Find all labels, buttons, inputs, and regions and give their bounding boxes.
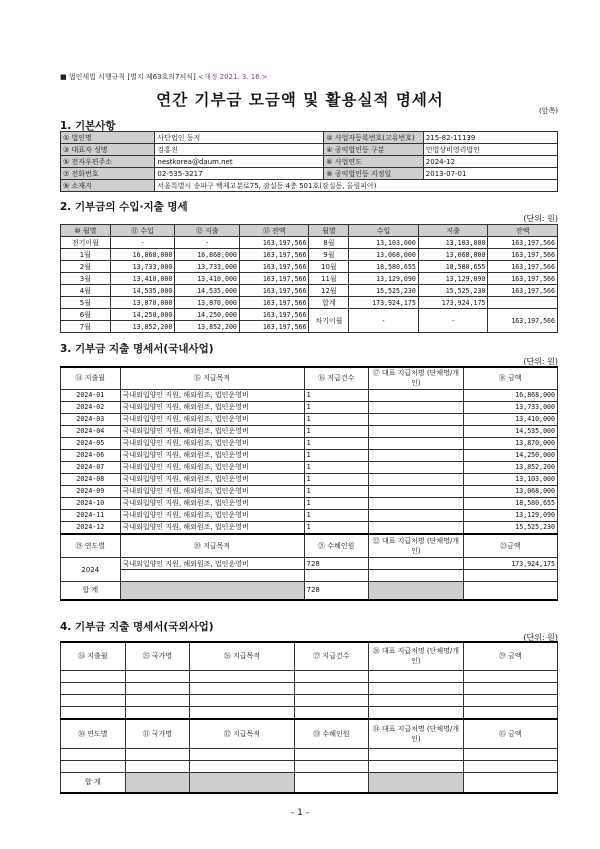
payee-cell [369,461,463,473]
empty-cell [190,694,294,706]
amount-cell: 15,525,230 [463,521,557,534]
empty-cell [61,694,126,706]
table-row [61,558,558,570]
purpose-cell: 국내외입양인 지원, 해외원조, 법인운영비 [120,425,304,437]
month-cell: 2024-11 [61,509,121,521]
income-cell: 13,870,000 [110,297,175,309]
month-cell: 2024-01 [61,389,121,401]
table-row [61,582,558,600]
month-cell: 2024-10 [61,497,121,509]
month-cell: 12월 [309,285,349,297]
table-row [61,261,558,273]
empty-cell [190,761,294,773]
page-title: 연간 기부금 모금액 및 활용실적 명세서 [156,91,444,109]
payee-cell [369,473,463,485]
count-cell: 1 [304,497,369,509]
month-cell: 9월 [309,249,349,261]
count-cell: 1 [304,413,369,425]
expense-cell: 14,250,000 [175,309,240,321]
purpose-cell: 국내외입양인 지원, 해외원조, 법인운영비 [120,401,304,413]
month-cell: 7월 [61,321,111,333]
column-header: ⑩ 월별 [61,225,111,237]
field-value: 2013-07-01 [423,168,557,180]
column-header: ⑬ 잔액 [239,225,309,237]
month-cell: 2024-02 [61,401,121,413]
form-ref-text: ■ 법인세법 시행규칙 [별지 제63호의7서식] [60,73,196,81]
column-header: ㉞ 대표 지급처명 (단체명/개인) [369,719,463,749]
section2-heading: 2. 기부금의 수입·지출 명세 [60,201,188,213]
purpose-cell: 국내외입양인 지원, 해외원조, 법인운영비 [120,497,304,509]
payee-cell [369,521,463,534]
purpose-cell: 국내외입양인 지원, 해외원조, 법인운영비 [120,473,304,485]
income-cell: 18,580,655 [349,261,419,273]
empty-cell [125,682,190,694]
count-cell: 1 [304,389,369,401]
amount-cell: 13,733,000 [463,401,557,413]
section2-unit: (단위: 원) [523,214,558,223]
amount-cell: 18,580,655 [463,497,557,509]
empty-cell [125,694,190,706]
column-header: ⑯ 지급건수 [304,367,369,389]
empty-cell [294,706,369,719]
table-row [61,719,558,749]
income-cell: - [110,237,175,249]
balance-cell: 163,197,566 [239,249,309,261]
basic-info-table [60,131,558,192]
empty-cell [61,670,126,682]
table-row [61,682,558,694]
table-row [61,367,558,389]
empty-cell [463,694,557,706]
empty-cell [190,670,294,682]
amount-cell: 173,924,175 [463,558,557,570]
column-header: ㉙ 금액 [463,642,557,670]
field-value: 민법상비영리법인 [423,144,557,156]
income-cell: - [349,309,419,333]
field-label: ⑥ 사업연도 [324,156,423,168]
month-cell: 2월 [61,261,111,273]
expense-cell: 16,868,000 [175,249,240,261]
column-header: ⑱ 금액 [463,367,557,389]
field-label: ⑧ 공익법인등 지정일 [324,168,423,180]
purpose-cell: 국내외입양인 지원, 해외원조, 법인운영비 [120,389,304,401]
total-shaded [125,773,190,793]
column-header: ㉗ 지급건수 [294,642,369,670]
income-cell: 14,535,000 [110,285,175,297]
table-row [61,694,558,706]
balance-cell [488,297,558,309]
month-cell: 2024-09 [61,485,121,497]
column-header: ⑫ 지출 [175,225,240,237]
empty-cell [369,570,463,582]
income-cell: 14,250,000 [110,309,175,321]
amount-cell: 13,103,000 [463,473,557,485]
table-row [61,497,558,509]
balance-cell: 163,197,566 [239,285,309,297]
empty-cell [369,682,463,694]
payee-cell [369,389,463,401]
column-header: ⑭ 지출월 [61,367,121,389]
income-cell: 13,068,000 [349,249,419,261]
column-header: 지출 [418,225,488,237]
table-row [61,670,558,682]
expense-cell: - [418,309,488,333]
table-row [61,761,558,773]
column-header: ㉚ 연도별 [61,719,126,749]
column-header: ㉖ 지급목적 [190,642,294,670]
month-cell: 5월 [61,297,111,309]
table-row [61,132,558,144]
table-row [61,389,558,401]
total-amount [463,773,557,793]
purpose-cell: 국내외입양인 지원, 해외원조, 법인운영비 [120,461,304,473]
balance-cell: 163,197,566 [239,261,309,273]
column-header: ㉝ 수혜인원 [294,719,369,749]
income-cell: 15,525,230 [349,285,419,297]
empty-cell [190,749,294,761]
empty-cell [369,694,463,706]
income-cell: 173,924,175 [349,297,419,309]
section3-heading: 3. 기부금 지출 명세서(국내사업) [60,343,214,355]
column-header: ㉘ 대표 지급처명 (단체명/개인) [369,642,463,670]
field-label: ⑤ 전자우편주소 [61,156,155,168]
table-row [61,706,558,719]
income-cell: 13,129,090 [349,273,419,285]
purpose-cell: 국내외입양인 지원, 해외원조, 법인운영비 [120,413,304,425]
count-cell: 1 [304,509,369,521]
column-header: ㉓금액 [463,534,557,558]
empty-cell [294,670,369,682]
table-row [61,180,558,192]
section4-heading: 4. 기부금 지출 명세서(국외사업) [60,621,214,633]
income-cell: 13,852,200 [110,321,175,333]
column-header: ⑲ 연도별 [61,534,121,558]
table-row [61,297,558,309]
count-cell: 1 [304,473,369,485]
year-cell: 2024 [61,558,121,582]
month-cell: 2024-03 [61,413,121,425]
table-row [61,773,558,793]
overseas-expense-table [60,641,558,794]
section3-unit: (단위: 원) [523,357,558,366]
month-cell: 전기이월 [61,237,111,249]
amount-cell: 13,852,200 [463,461,557,473]
payee-cell [369,449,463,461]
empty-cell [61,749,126,761]
month-cell: 4월 [61,285,111,297]
total-shaded [369,773,463,793]
column-header: 잔액 [488,225,558,237]
table-row [61,413,558,425]
column-header: ㉜ 지급목적 [190,719,294,749]
amount-cell: 13,410,000 [463,413,557,425]
table-row [61,401,558,413]
total-shaded [190,773,294,793]
column-header: ㉑ 수혜인원 [304,534,369,558]
column-header: ㉒ 대표 지급처명 (단체명/개인) [369,534,463,558]
column-header: ㉛ 국가명 [125,719,190,749]
purpose-cell: 국내외입양인 지원, 해외원조, 법인운영비 [120,449,304,461]
empty-cell [463,682,557,694]
table-row [61,156,558,168]
expense-cell: 13,068,000 [418,249,488,261]
total-shaded [369,582,463,600]
empty-cell [125,670,190,682]
empty-cell [294,694,369,706]
count-cell: 1 [304,437,369,449]
total-label: 합 계 [61,773,126,793]
purpose-cell: 국내외입양인 지원, 해외원조, 법인운영비 [120,509,304,521]
empty-cell [369,706,463,719]
balance-cell: 163,197,566 [239,297,309,309]
income-cell: 13,103,000 [349,237,419,249]
table-row [61,437,558,449]
table-row [61,237,558,249]
payee-cell [369,413,463,425]
amount-cell: 14,250,000 [463,449,557,461]
empty-cell [294,682,369,694]
table-row [61,449,558,461]
field-label: ⑦ 전화번호 [61,168,155,180]
expense-cell: 14,535,000 [175,285,240,297]
empty-cell [61,761,126,773]
empty-cell [190,682,294,694]
month-cell: 8월 [309,237,349,249]
table-row [61,509,558,521]
column-header: ⑳ 지급목적 [120,534,304,558]
column-header: ㉕ 국가명 [125,642,190,670]
empty-cell [61,706,126,719]
count-cell: 1 [304,521,369,534]
expense-cell: 13,129,090 [418,273,488,285]
balance-cell: 163,197,566 [488,285,558,297]
section4-unit: (단위: 원) [523,633,558,642]
field-value: 김홍진 [155,144,324,156]
payee-cell [369,485,463,497]
expense-cell: 13,733,000 [175,261,240,273]
table-row [61,473,558,485]
count-cell: 1 [304,449,369,461]
table-row [61,144,558,156]
month-cell: 2024-05 [61,437,121,449]
column-header: ㉔ 지출월 [61,642,126,670]
page-side: (앞쪽) [539,107,558,115]
empty-cell [120,570,304,582]
total-count: 728 [304,582,369,600]
month-cell: 2024-07 [61,461,121,473]
empty-cell [294,761,369,773]
table-row [61,285,558,297]
balance-cell: 163,197,566 [239,321,309,333]
purpose-cell: 국내외입양인 지원, 해외원조, 법인운영비 [120,558,304,570]
empty-cell [125,761,190,773]
payee-cell [369,558,463,570]
field-value: 2024-12 [423,156,557,168]
income-cell: 13,410,000 [110,273,175,285]
payee-cell [369,425,463,437]
table-row [61,461,558,473]
field-value: nestkorea@daum.net [155,156,324,168]
table-row [61,749,558,761]
month-cell: 합계 [309,297,349,309]
table-row [61,534,558,558]
month-cell: 6월 [61,309,111,321]
payee-cell [369,497,463,509]
amount-cell: 13,129,090 [463,509,557,521]
expense-cell: 173,924,175 [418,297,488,309]
expense-cell: 15,525,230 [418,285,488,297]
field-label: ⑨ 소재지 [61,180,155,192]
empty-cell [304,570,369,582]
expense-cell: 13,852,200 [175,321,240,333]
payee-cell [369,437,463,449]
empty-cell [463,761,557,773]
field-label: ④ 공익법인등 구분 [324,144,423,156]
income-expense-table [60,224,558,333]
table-row [61,168,558,180]
balance-cell: 163,197,566 [488,237,558,249]
address-value: 서울특별시 송파구 백제고분로75, 잠실동 4층 501호(잠실동, 올림피아) [155,180,558,192]
table-row [61,642,558,670]
income-cell: 13,733,000 [110,261,175,273]
month-cell: 2024-08 [61,473,121,485]
total-amount [463,582,557,600]
expense-cell: 13,410,000 [175,273,240,285]
month-cell: 차기이월 [309,309,349,333]
table-row [61,570,558,582]
revision-text: <개정 2021. 3. 16.> [198,73,268,81]
empty-cell [61,682,126,694]
empty-cell [125,706,190,719]
balance-cell: 163,197,566 [239,273,309,285]
field-value: 사단법인 둥지 [155,132,324,144]
total-label: 합 계 [61,582,121,600]
page-number: - 1 - [291,808,309,818]
month-cell: 10월 [309,261,349,273]
table-row [61,521,558,534]
expense-cell: 13,870,000 [175,297,240,309]
amount-cell: 13,870,000 [463,437,557,449]
field-label: ③ 대표자 성명 [61,144,155,156]
table-row [61,225,558,237]
count-cell: 1 [304,461,369,473]
expense-cell: - [175,237,240,249]
month-cell: 2024-12 [61,521,121,534]
balance-cell: 163,197,566 [488,273,558,285]
column-header: ⑮ 지급목적 [120,367,304,389]
payee-cell [369,401,463,413]
month-cell: 2024-04 [61,425,121,437]
empty-cell [463,570,557,582]
column-header: 월별 [309,225,349,237]
empty-cell [369,761,463,773]
total-count [294,773,369,793]
column-header: 수입 [349,225,419,237]
field-label: ② 사업자등록번호(고유번호) [324,132,423,144]
month-cell: 3월 [61,273,111,285]
table-row [61,249,558,261]
column-header: ⑪ 수입 [110,225,175,237]
column-header: ⑰ 대표 지급처명 (단체명/개인) [369,367,463,389]
field-label: ① 법인명 [61,132,155,144]
section1-heading: 1. 기본사항 [60,120,116,132]
count-cell: 1 [304,401,369,413]
expense-cell: 13,103,000 [418,237,488,249]
purpose-cell: 국내외입양인 지원, 해외원조, 법인운영비 [120,521,304,534]
table-row [61,425,558,437]
empty-cell [463,706,557,719]
empty-cell [294,749,369,761]
table-row [61,273,558,285]
field-value: 215-82-11139 [423,132,557,144]
purpose-cell: 국내외입양인 지원, 해외원조, 법인운영비 [120,437,304,449]
empty-cell [125,749,190,761]
balance-cell: 163,197,566 [488,261,558,273]
purpose-cell: 국내외입양인 지원, 해외원조, 법인운영비 [120,485,304,497]
empty-cell [190,706,294,719]
balance-cell: 163,197,566 [239,309,309,321]
empty-cell [463,670,557,682]
month-cell: 11월 [309,273,349,285]
amount-cell: 14,535,000 [463,425,557,437]
empty-cell [463,749,557,761]
empty-cell [369,749,463,761]
month-cell: 2024-06 [61,449,121,461]
table-row [61,485,558,497]
column-header: ㉟ 금액 [463,719,557,749]
month-cell: 1월 [61,249,111,261]
balance-cell: 163,197,566 [239,237,309,249]
domestic-expense-table [60,366,558,601]
amount-cell: 16,868,000 [463,389,557,401]
table-row [61,309,558,321]
balance-cell: 163,197,566 [488,249,558,261]
count-cell: 728 [304,558,369,570]
field-value: 02-535-3217 [155,168,324,180]
income-cell: 16,868,000 [110,249,175,261]
balance-cell: 163,197,566 [488,309,558,333]
empty-cell [369,670,463,682]
count-cell: 1 [304,425,369,437]
total-shaded [120,582,304,600]
amount-cell: 13,068,000 [463,485,557,497]
count-cell: 1 [304,485,369,497]
form-reference [60,72,268,82]
payee-cell [369,509,463,521]
expense-cell: 18,580,655 [418,261,488,273]
